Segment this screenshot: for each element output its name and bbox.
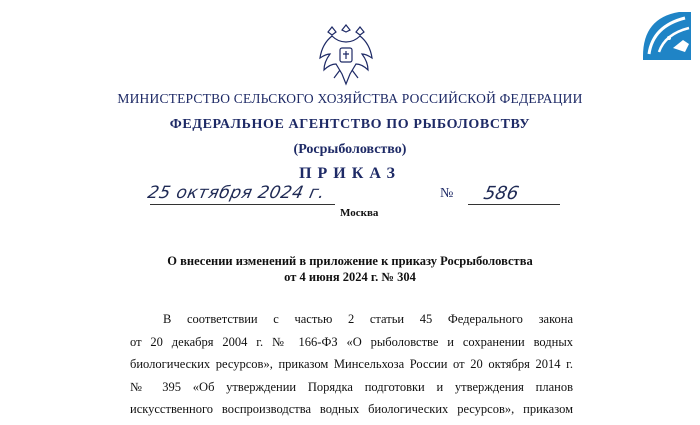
body-line: от 20 декабря 2004 г. № 166-ФЗ «О рыболовстве и сохранении водных [130,334,573,349]
body-line: искусственного воспроизводства водных биологических ресурсов», приказом [130,402,573,416]
body-line: биологических ресурсов», приказом Минсельхоза России от 20 октября 2014 г. [130,357,573,371]
number-underline [468,204,560,205]
handwritten-date: 25 октября 2024 г. [145,183,327,203]
ministry-name: МИНИСТЕРСТВО СЕЛЬСКОГО ХОЗЯЙСТВА РОССИЙСКОЙ ФЕДЕРАЦИИ [117,91,583,106]
coat-of-arms-icon [318,24,374,86]
number-sign: № [440,186,454,201]
document-type-title: ПРИКАЗ [299,165,401,182]
body-paragraph [130,308,573,421]
order-subject [0,253,700,285]
handwritten-order-number: 586 [481,183,521,204]
body-line: В соответствии с частью 2 статьи 45 Федерального закона [163,312,573,326]
subject-line: О внесении изменений в приложение к приказу Росрыболовства [167,254,533,268]
fish-logo-icon [639,8,695,64]
agency-name: ФЕДЕРАЛЬНОЕ АГЕНТСТВО ПО РЫБОЛОВСТВУ [169,117,531,132]
body-line: № 395 «Об утверждении Порядка подготовки и утверждения планов [130,379,573,394]
agency-short-name: (Росрыболовство) [293,142,407,157]
city-label: Москва [340,207,379,219]
subject-line: от 4 июня 2024 г. № 304 [284,270,416,284]
date-underline [150,204,335,205]
